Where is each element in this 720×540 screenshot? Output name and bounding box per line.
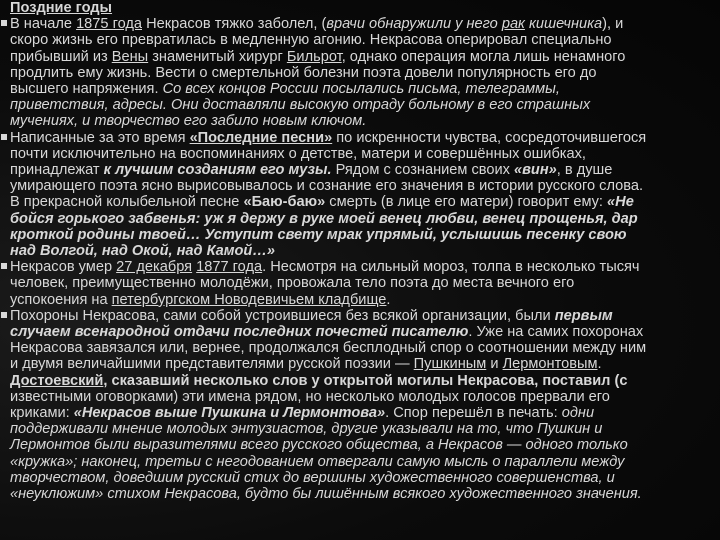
text-line	[10, 211, 720, 227]
text-run: «кружка»; наконец, третьи с негодованием отвергали самую мысль о параллели между	[10, 453, 625, 470]
text-line	[10, 340, 720, 356]
text-line	[10, 113, 720, 129]
hyperlink[interactable]: «Последние песни»	[189, 129, 333, 146]
text-line	[10, 308, 720, 324]
text-run: к лучшим созданиям его музы.	[103, 162, 332, 179]
hyperlink[interactable]: Лермонтовым	[502, 356, 598, 373]
hyperlink[interactable]: петербургском Новодевичьем кладбище	[111, 291, 387, 308]
text-line	[10, 162, 720, 178]
text-line	[10, 97, 720, 113]
text-run: высшего напряжения.	[10, 81, 163, 98]
hyperlink[interactable]: Пушкиным	[413, 356, 487, 373]
text-run: творчеством, доведшим русский стих до вершины художественного совершенства, и	[10, 469, 615, 486]
text-line	[10, 437, 720, 453]
text-run: . Несмотря на сильный мороз, толпа в несколько тысяч	[262, 259, 640, 276]
text-run: и двумя величайшими представителями русской поэзии —	[10, 356, 414, 373]
text-run: человек, преимущественно молодёжи, провожала тело поэта до места вечного его	[10, 275, 575, 292]
text-line	[10, 81, 720, 97]
hyperlink[interactable]: 27 декабря	[116, 259, 193, 276]
text-run: умирающего поэта ясно вырисовывалось и сознание его значения в истории русского слова.	[10, 178, 644, 195]
text-run: Некрасов тяжко заболел, (	[142, 16, 327, 33]
text-run: по искренности чувства, сосредоточившегося	[332, 129, 647, 146]
slide-body	[10, 16, 720, 502]
text-run: , в душе	[556, 162, 613, 179]
text-run: криками:	[10, 405, 74, 422]
text-run: . Спор перешёл в печать:	[385, 405, 562, 422]
text-run: известными оговорками) эти имена рядом, но несколько молодых голосов прервали его	[10, 388, 610, 405]
hyperlink[interactable]: Вены	[111, 48, 149, 65]
text-run: .	[386, 291, 391, 308]
text-line	[10, 65, 720, 81]
text-run: «Не	[607, 194, 634, 211]
text-run: принадлежат	[10, 162, 104, 179]
text-run: мучениях, и творчество его забило новым ключом.	[10, 113, 367, 130]
text-line	[10, 275, 720, 291]
text-run: и	[486, 356, 503, 373]
text-run: кроткой родины твоей… Уступит свету мрак упрямый, услышишь песенку свою	[10, 226, 627, 243]
bullet-square-icon	[1, 20, 7, 26]
text-run: поддерживали мнение молодых энтузиастов, другие указывали на то, что Пушкин и	[10, 421, 603, 438]
text-run: , однако операция могла лишь ненамного	[341, 48, 626, 65]
paragraph	[10, 130, 720, 260]
text-run: врачи обнаружили у него	[326, 16, 502, 33]
text-run: Некрасова завязался или, вернее, продолжался бесплодный спор о соотношении между ним	[10, 340, 647, 357]
text-run: Похороны Некрасова, сами собой устроившиеся без всякой организации, были	[10, 307, 555, 324]
text-run: приветствия, адресы. Они доставляли высокую отраду больному в его страшных	[10, 97, 591, 114]
text-line	[10, 356, 720, 372]
text-line	[10, 405, 720, 421]
text-run: «Некрасов выше Пушкина и Лермонтова»	[73, 405, 386, 422]
bullet-square-icon	[1, 263, 7, 269]
text-run: .	[597, 356, 602, 373]
text-line	[10, 292, 720, 308]
text-run: почти исключительно на воспоминаниях о детстве, матери и совершённых ошибках,	[10, 145, 586, 162]
text-line	[10, 130, 720, 146]
text-line	[10, 389, 720, 405]
text-line	[10, 421, 720, 437]
text-run: «Баю-баю»	[243, 194, 326, 211]
text-line	[10, 49, 720, 65]
text-run: , сказавший несколько слов у открытой могилы Некрасова, поставил (с	[103, 372, 628, 389]
text-run: скоро жизнь его превратилась в медленную агонию. Некрасова оперировал специально	[10, 32, 612, 49]
text-run: знаменитый хирург	[148, 48, 287, 65]
hyperlink[interactable]: Бильрот	[286, 48, 342, 65]
text-line	[10, 259, 720, 275]
bullet-square-icon	[1, 134, 7, 140]
text-run: продлить ему жизнь. Вести о смертельной болезни поэта довели популярность его до	[10, 64, 597, 81]
text-run: одни	[561, 405, 595, 422]
text-line	[10, 454, 720, 470]
text-run: кишечника	[524, 16, 603, 33]
bullet-square-icon	[1, 312, 7, 318]
text-line	[10, 243, 720, 259]
text-run: Некрасов умер	[10, 259, 117, 276]
text-run: Написанные за это время	[10, 129, 190, 146]
text-line	[10, 324, 720, 340]
text-run: первым	[554, 307, 613, 324]
paragraph	[10, 16, 720, 129]
text-run: . Уже на самих похоронах	[468, 324, 644, 341]
hyperlink[interactable]: рак	[501, 16, 525, 33]
text-run: В начале	[10, 16, 77, 33]
slide-title: Поздние годы	[10, 0, 113, 16]
text-run: ), и	[602, 16, 624, 33]
text-line	[10, 227, 720, 243]
text-run: «неуклюжим» стихом Некрасова, будто бы лишённым всякого художественного значения.	[10, 486, 642, 503]
text-run: В прекрасной колыбельной песне	[10, 194, 244, 211]
text-run: над Волгой, над Окой, над Камой…»	[10, 243, 276, 260]
text-line	[10, 373, 720, 389]
text-line	[10, 178, 720, 194]
text-line	[10, 194, 720, 210]
text-run: Лермонтов были выразителями всего русского общества, а Некрасов — одного только	[10, 437, 628, 454]
text-run: бойся горького забвенья: уж я держу в руке моей венец любви, венец прощенья, дар	[10, 210, 638, 227]
text-run: успокоения на	[10, 291, 112, 308]
text-run: Рядом с сознанием своих	[331, 162, 514, 179]
text-line	[10, 486, 720, 502]
text-run: Со всех концов России посылались письма, телеграммы,	[162, 81, 560, 98]
text-run: смерть (в лице его матери) говорит ему:	[325, 194, 608, 211]
hyperlink[interactable]: 1877 года	[196, 259, 263, 276]
paragraph	[10, 308, 720, 502]
text-run: прибывший из	[10, 48, 112, 65]
hyperlink[interactable]: 1875 года	[76, 16, 143, 33]
paragraph	[10, 259, 720, 308]
hyperlink[interactable]: Достоевский	[10, 372, 104, 389]
text-run: случаем всенародной отдачи последних почестей писателю	[10, 324, 469, 341]
text-line	[10, 16, 720, 32]
text-run: «вин»	[514, 162, 557, 179]
text-line	[10, 32, 720, 48]
text-line	[10, 470, 720, 486]
text-line	[10, 146, 720, 162]
